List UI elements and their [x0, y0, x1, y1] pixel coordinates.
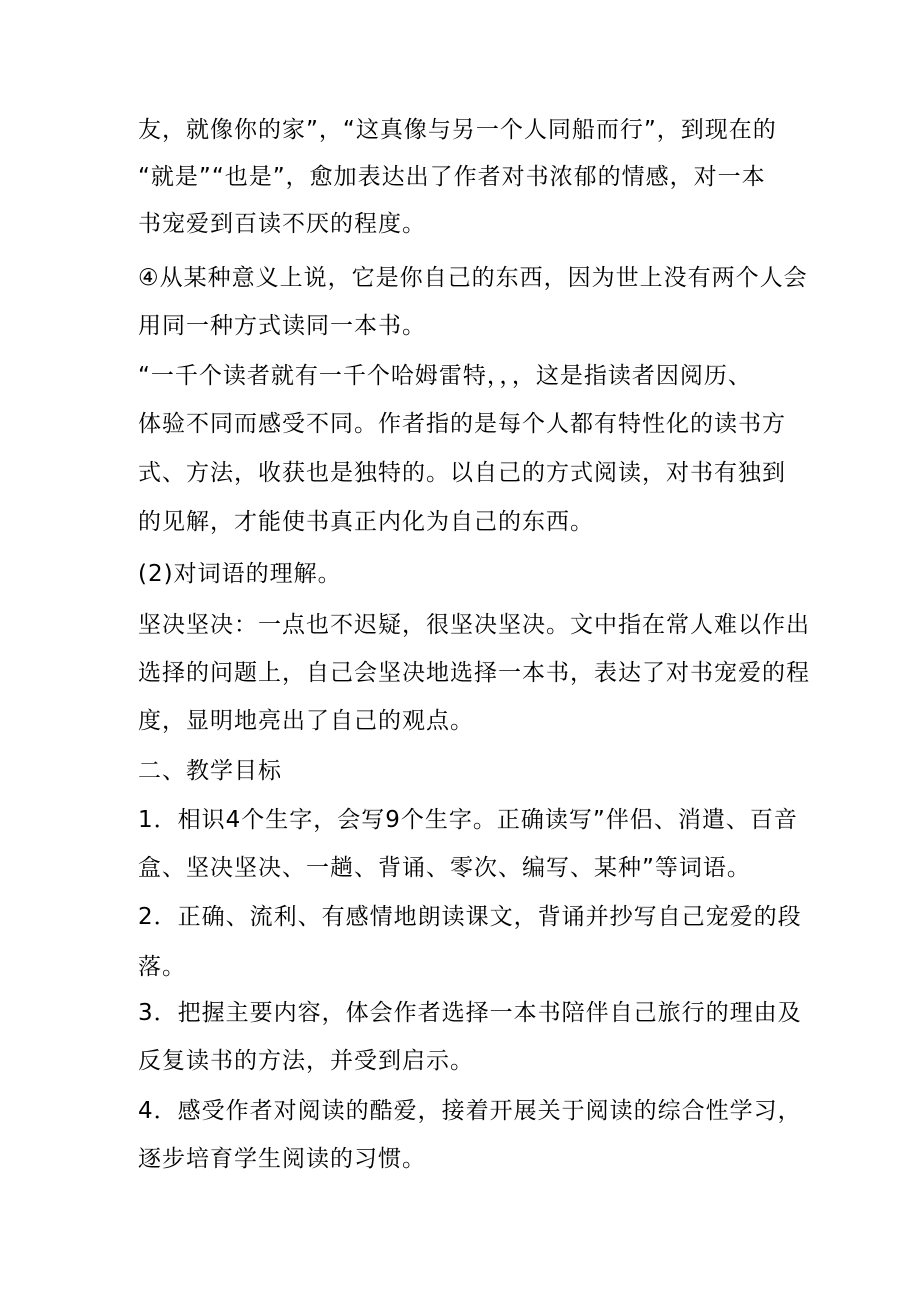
text-line-21: 4．感受作者对阅读的酷爱，接着开展关于阅读的综合性学习， — [138, 1098, 802, 1124]
text-line-2: “就是”“也是”，愈加表达出了作者对书浓郁的情感，对一本 — [138, 164, 766, 190]
text-line-7: 体验不同而感受不同。作者指的是每个人都有特性化的读书方 — [138, 411, 786, 437]
text-line-5: 用同一种方式读同一本书。 — [138, 313, 426, 339]
text-line-20: 反复读书的方法，并受到启示。 — [138, 1048, 474, 1074]
text-line-3: 书宠爱到百读不厌的程度。 — [138, 211, 426, 237]
section-heading: 二、教学目标 — [138, 758, 282, 784]
text-line-1: 友，就像你的家”，“这真像与另一个人同船而行”，到现在的 — [138, 117, 777, 143]
text-line-10: (2)对词语的理解。 — [138, 561, 342, 587]
text-line-12: 选择的问题上，自己会坚决地选择一本书，表达了对书宠爱的程 — [138, 660, 810, 686]
text-line-22: 逐步培育学生阅读的习惯。 — [138, 1146, 426, 1172]
text-line-6: “一千个读者就有一千个哈姆雷特，，，这是指读者因阅历、 — [138, 363, 752, 389]
text-line-4: ④从某种意义上说，它是你自己的东西，因为世上没有两个人会 — [138, 265, 808, 291]
text-line-17: 2．正确、流利、有感情地朗读课文，背诵并抄写自己宠爱的段 — [138, 904, 802, 930]
text-line-11: 坚决坚决：一点也不迟疑，很坚决坚决。文中指在常人难以作出 — [138, 612, 810, 638]
text-line-16: 盒、坚决坚决、一趟、背诵、零次、编写、某种”等词语。 — [138, 855, 751, 881]
text-line-15: 1．相识4个生字，会写9个生字。正确读写”伴侣、消遣、百音 — [138, 807, 798, 833]
text-line-8: 式、方法，收获也是独特的。以自己的方式阅读，对书有独到 — [138, 460, 786, 486]
text-line-13: 度，显明地亮出了自己的观点。 — [138, 708, 474, 734]
text-line-18: 落。 — [138, 954, 186, 980]
text-line-19: 3．把握主要内容，体会作者选择一本书陪伴自己旅行的理由及 — [138, 1000, 802, 1026]
text-line-9: 的见解，才能使书真正内化为自己的东西。 — [138, 509, 594, 535]
